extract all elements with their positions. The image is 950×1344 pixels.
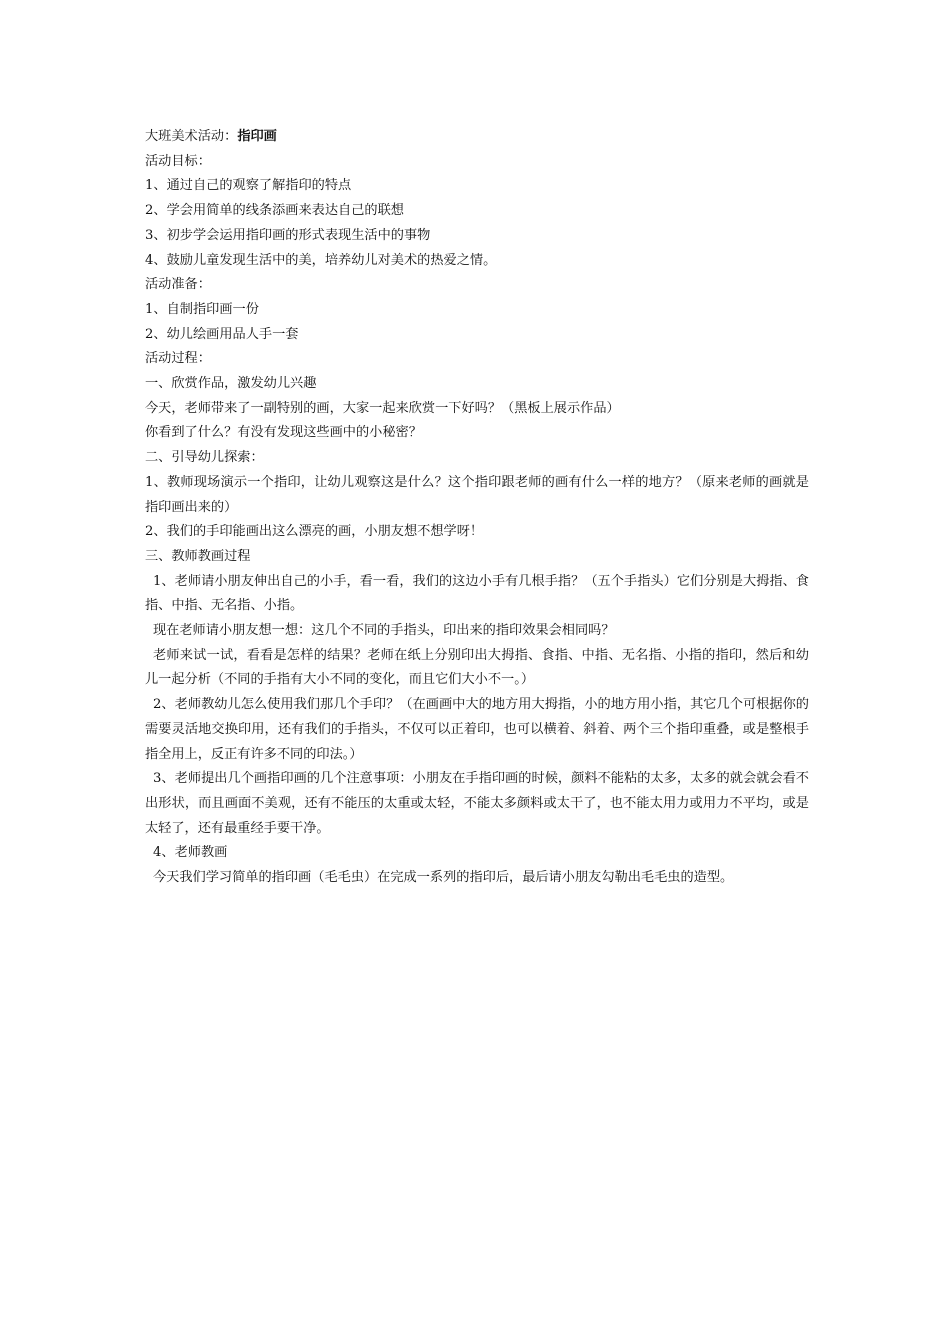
section-1-paragraph-1: 今天，老师带来了一副特别的画，大家一起来欣赏一下好吗？（黑板上展示作品） xyxy=(145,400,620,416)
prep-item-1: 1、自制指印画一份 xyxy=(145,301,259,317)
section-2-heading: 二、引导幼儿探索： xyxy=(145,450,264,466)
title-main: 指印画 xyxy=(237,129,277,144)
section-3-paragraph-4: 2、老师教幼儿怎么使用我们那几个手印？（在画画中大的地方用大拇指，小的地方用小指，其它几个可根据你的需要灵活地交换印用，还有我们的手指头，不仅可以正着印，也可以横着、斜着、两个三个指印重叠，或是整根手指全用上，反正有许多不同的印法。） xyxy=(145,697,809,762)
section-3-paragraph-3: 老师来试一试，看看是怎样的结果？老师在纸上分别印出大拇指、食指、中指、无名指、小指的指印，然后和幼儿一起分析（不同的手指有大小不同的变化，而且它们大小不一。） xyxy=(145,647,809,688)
section-3-heading: 三、教师教画过程 xyxy=(145,548,251,564)
goals-heading: 活动目标： xyxy=(145,153,211,169)
prep-item-2: 2、幼儿绘画用品人手一套 xyxy=(145,326,299,342)
goal-item-1: 1、通过自己的观察了解指印的特点 xyxy=(145,178,352,194)
section-2-paragraph-1: 1、教师现场演示一个指印，让幼儿观察这是什么？这个指印跟老师的画有什么一样的地方？（原来老师的画就是指印画出来的） xyxy=(145,474,809,515)
title-prefix: 大班美术活动： xyxy=(145,129,238,144)
document-body xyxy=(145,125,809,891)
section-3-paragraph-6: 4、老师教画 xyxy=(153,845,228,861)
section-1-paragraph-2: 你看到了什么？有没有发现这些画中的小秘密？ xyxy=(145,425,422,441)
prep-heading: 活动准备： xyxy=(145,277,211,293)
section-3-paragraph-1: 1、老师请小朋友伸出自己的小手，看一看，我们的这边小手有几根手指？（五个手指头）它们分别是大拇指、食指、中指、无名指、小指。 xyxy=(145,573,809,614)
section-3-paragraph-7: 今天我们学习简单的指印画（毛毛虫）在完成一系列的指印后，最后请小朋友勾勒出毛毛虫的造型。 xyxy=(153,870,734,886)
process-heading: 活动过程： xyxy=(145,351,211,367)
section-3-paragraph-2: 现在老师请小朋友想一想：这几个不同的手指头，印出来的指印效果会相同吗？ xyxy=(153,623,615,639)
section-1-heading: 一、欣赏作品，激发幼儿兴趣 xyxy=(145,376,317,392)
document-title xyxy=(145,125,809,150)
goal-item-4: 4、鼓励儿童发现生活中的美，培养幼儿对美术的热爱之情。 xyxy=(145,252,497,268)
section-2-paragraph-2: 2、我们的手印能画出这么漂亮的画，小朋友想不想学呀！ xyxy=(145,524,484,540)
section-3-paragraph-5: 3、老师提出几个画指印画的几个注意事项：小朋友在手指印画的时候，颜料不能粘的太多，太多的就会就会看不出形状，而且画面不美观，还有不能压的太重或太轻，不能太多颜料或太干了，也不能太用力或用力不平均，或是太轻了，还有最重经手要干净。 xyxy=(145,771,809,836)
goal-item-3: 3、初步学会运用指印画的形式表现生活中的事物 xyxy=(145,227,431,243)
goal-item-2: 2、学会用简单的线条添画来表达自己的联想 xyxy=(145,203,404,219)
